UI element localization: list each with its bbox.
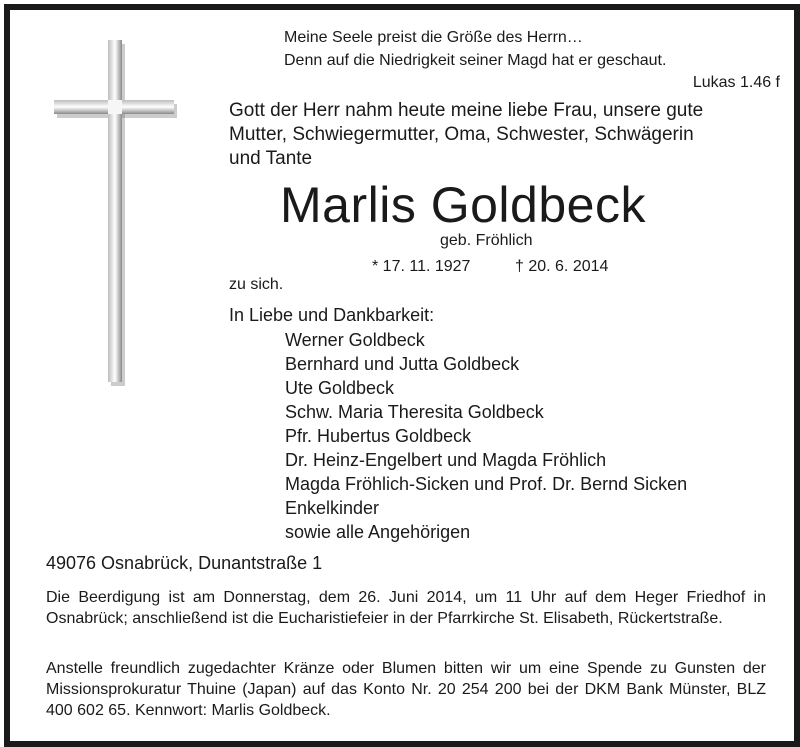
mourners-heading: In Liebe und Dankbarkeit: [229,305,435,325]
obituary-frame [4,4,800,747]
address: 49076 Osnabrück, Dunantstraße 1 [46,553,323,573]
verse-line-1: Meine Seele preist die Größe des Herrn… [284,29,583,46]
mourner-name: sowie alle Angehörigen [285,522,471,542]
deceased-name: Marlis Goldbeck [280,177,646,233]
intro-line-1: Gott der Herr nahm heute meine liebe Frau, unsere gute [229,100,704,121]
mourner-name: Enkelkinder [285,498,380,518]
intro-line-3: und Tante [229,148,313,169]
intro-line-2: Mutter, Schwiegermutter, Oma, Schwester, Schwägerin [229,124,694,145]
maiden-name: geb. Fröhlich [440,232,533,249]
mourner-name: Pfr. Hubertus Goldbeck [285,426,472,446]
birth-date: * 17. 11. 1927 [372,258,471,275]
mourner-name: Bernhard und Jutta Goldbeck [285,354,520,374]
mourner-name: Werner Goldbeck [285,330,425,350]
verse-line-2: Denn auf die Niedrigkeit seiner Magd hat er geschaut. [284,52,667,69]
death-date: † 20. 6. 2014 [515,258,609,275]
mourner-name: Schw. Maria Theresita Goldbeck [285,402,544,422]
cross-icon [50,40,180,400]
verse-reference: Lukas 1.46 f [692,74,780,91]
donation-text: Anstelle freundlich zugedachter Kränze oder Blumen bitten wir um eine Spende zu Gunsten der Missionsprokuratur Thuine (Japan) auf das Konto Nr. 20 254 200 bei der DKM Bank Münster, BLZ 400 602 65. Kennwort: Marlis Goldbeck. [46,660,766,719]
closing-intro: zu sich. [229,276,284,293]
funeral-text: Die Beerdigung ist am Donnerstag, dem 26. Juni 2014, um 11 Uhr auf dem Heger Friedhof in Osnabrück; anschließend ist die Eucharistiefeier in der Pfarrkirche St. Elisabeth, Rückertstraße. [46,589,766,627]
mourner-name: Magda Fröhlich-Sicken und Prof. Dr. Bernd Sicken [285,474,688,494]
mourner-name: Ute Goldbeck [285,378,395,398]
mourner-name: Dr. Heinz-Engelbert und Magda Fröhlich [285,450,607,470]
